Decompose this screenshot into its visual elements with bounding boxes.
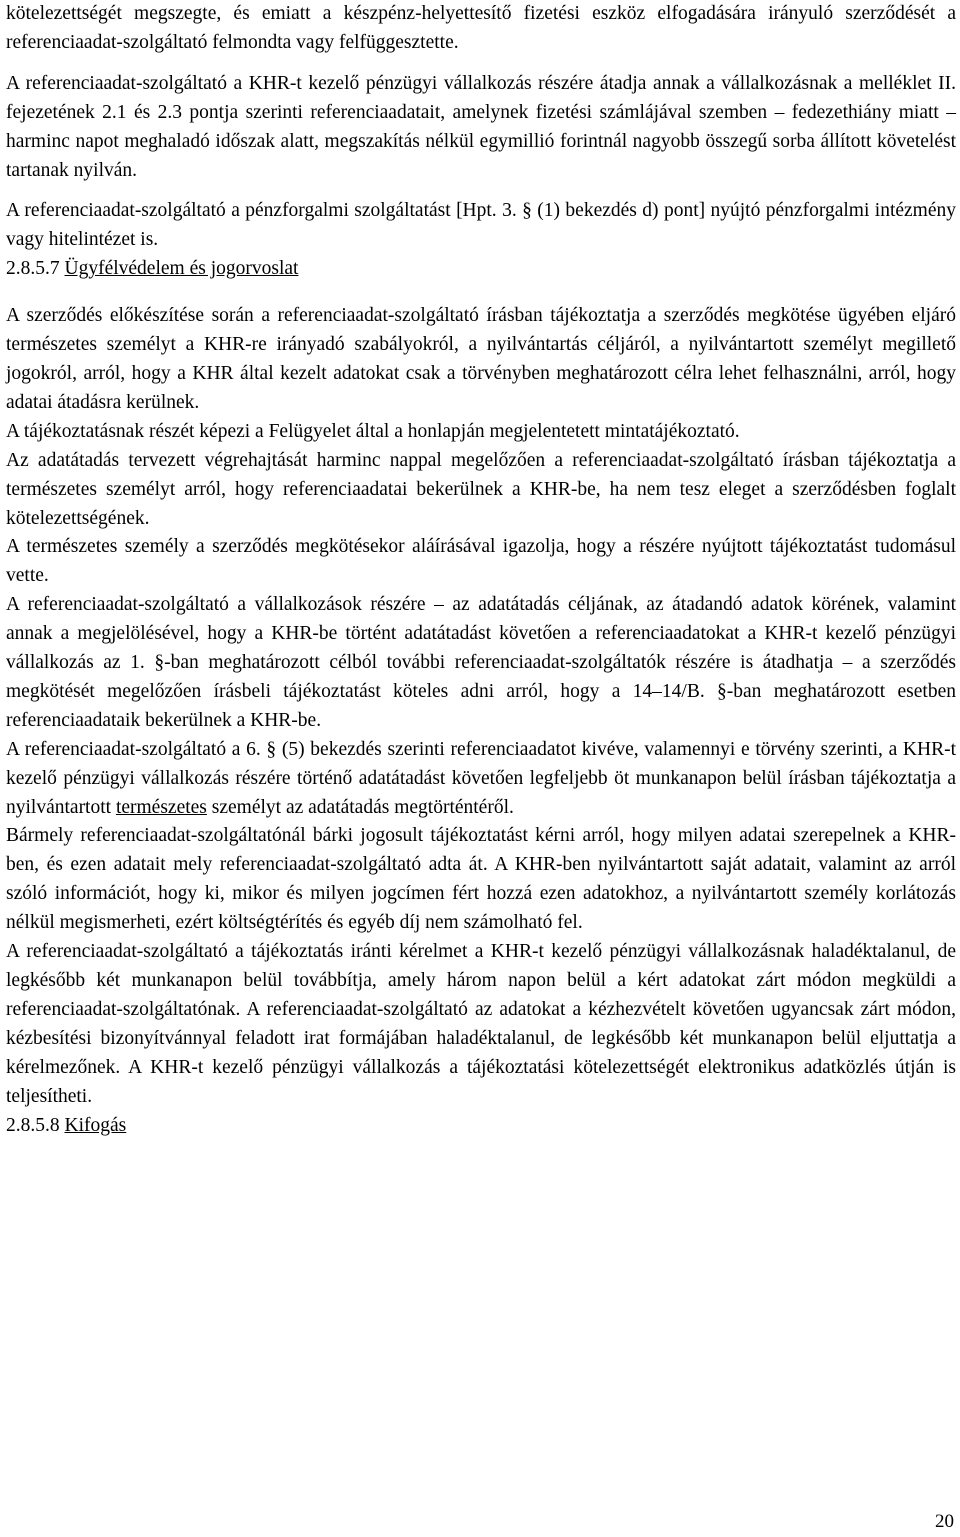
- page-number: 20: [935, 1511, 954, 1532]
- document-page: [6, 0, 956, 1140]
- section-title: Kifogás: [64, 1114, 127, 1136]
- paragraph-szerzodes-elokeszites: A szerződés előkészítése során a referenciaadat-szolgáltató írásban tájékoztatja a szerződés megkötése ügyében eljáró természetes személyt a KHR-re irányadó szabályokról, a nyilvántartás céljáról, a nyilvántartott személyt megillető jogokról, arról, hogy a KHR által kezelt adatokat csak a törvényben meghatározott célra lehet felhasználni, arról, hogy adatai átadásra kerülnek.: [6, 305, 956, 413]
- text-before: A referenciaadat-szolgáltató a 6. § (5) bekezdés szerinti referenciaadatot kivéve, valamennyi e törvény szerinti, a KHR-t kezelő pénzügyi vállalkozás részére történő adatátadást követően legfeljebb öt munkanapon belül írásban tájékoztatja a nyilvántartott: [6, 738, 956, 818]
- section-title: Ügyfélvédelem és jogorvoslat: [64, 258, 299, 280]
- section-number: 2.8.5.7: [6, 258, 60, 280]
- section-number: 2.8.5.8: [6, 1114, 60, 1136]
- paragraph-penzforgalmi-intezmeny: A referenciaadat-szolgáltató a pénzforgalmi szolgáltatást [Hpt. 3. § (1) bekezdés d) pont] nyújtó pénzforgalmi intézmény vagy hitelintézet is.: [6, 200, 956, 251]
- paragraph-6-paragrafus: [6, 736, 956, 823]
- text-after: személyt az adatátadás megtörténtéről.: [206, 796, 514, 818]
- section-heading-2-8-5-8: [6, 1112, 956, 1141]
- paragraph-kerelem-tovabbitasa: A referenciaadat-szolgáltató a tájékoztatás iránti kérelmet a KHR-t kezelő pénzügyi vállalkozásnak haladéktalanul, de legkésőbb két munkanapon belül továbbítja, amely három napon belül a kért adatokat zárt módon megküldi a referenciaadat-szolgáltatónak. A referenciaadat-szolgáltató az adatokat a kézhezvételt követően ugyancsak zárt módon, kézbesítési bizonyítvánnyal feladott irat formájában haladéktalanul, de legkésőbb két munkanapon belül eljuttatja a kérelmezőnek. A KHR-t kezelő pénzügyi vállalkozás a tájékoztatási kötelezettségét elektronikus adatközlés útján is teljesítheti.: [6, 941, 956, 1107]
- paragraph-vallalkozasok-tajekoztatasa: A referenciaadat-szolgáltató a vállalkozások részére – az adatátadás céljának, az átadandó adatok körének, valamint annak a megjelölésével, hogy a KHR-be történt adatátadást követően a referenciaadatokat a KHR-t kezelő pénzügyi vállalkozás az 1. §-ban meghatározott célból további referenciaadat-szolgáltatók részére is átadhatja – a szerződés megkötését megelőzően írásbeli tájékoztatást köteles adni arról, hogy a 14–14/B. §-ban meghatározott esetben referenciaadataik bekerülnek a KHR-be.: [6, 594, 956, 731]
- paragraph-mintatajekoztato: A tájékoztatásnak részét képezi a Felügyelet által a honlapján megjelentetett mintatájékoztató.: [6, 420, 740, 442]
- paragraph-adatatadas-tervezett: Az adatátadás tervezett végrehajtását harminc nappal megelőzően a referenciaadat-szolgáltató írásban tájékoztatja a természetes személyt arról, hogy referenciaadatai bekerülnek a KHR-be, ha nem tesz eleget a szerződésben foglalt kötelezettségének.: [6, 449, 956, 529]
- underlined-word: természetes: [115, 796, 207, 818]
- paragraph-tajekoztatas-kerese: Bármely referenciaadat-szolgáltatónál bárki jogosult tájékoztatást kérni arról, hogy milyen adatai szerepelnek a KHR-ben, és ezen adatait mely referenciaadat-szolgáltató adta át. A KHR-ben nyilvántartott saját adatait, valamint az arról szóló információt, hogy ki, mikor és milyen jogcímen fért hozzá ezen adatokhoz, a nyilvántartott személy korlátozás nélkül megismerheti, ezért költségtérítés és egyéb díj nem számolható fel.: [6, 825, 956, 934]
- paragraph-continued: kötelezettségét megszegte, és emiatt a készpénz-helyettesítő fizetési eszköz elfogadására irányuló szerződését a referenciaadat-szolgáltató felmondta vagy felfüggesztette.: [6, 3, 956, 53]
- paragraph-alairas-igazolas: A természetes személy a szerződés megkötésekor aláírásával igazolja, hogy a részére nyújtott tájékoztatást tudomásul vette.: [6, 536, 956, 587]
- paragraph-referenciaadat-atadas: A referenciaadat-szolgáltató a KHR-t kezelő pénzügyi vállalkozás részére átadja annak a vállalkozásnak a melléklet II. fejezetének 2.1 és 2.3 pontja szerinti referenciaadatait, amelynek fizetési számlájával szemben – fedezethiány miatt – harminc napot meghaladó időszak alatt, megszakítás nélkül egymillió forintnál nagyobb összegű sorba állított követelést tartanak nyilván.: [6, 72, 956, 181]
- section-heading-2-8-5-7: [6, 255, 956, 284]
